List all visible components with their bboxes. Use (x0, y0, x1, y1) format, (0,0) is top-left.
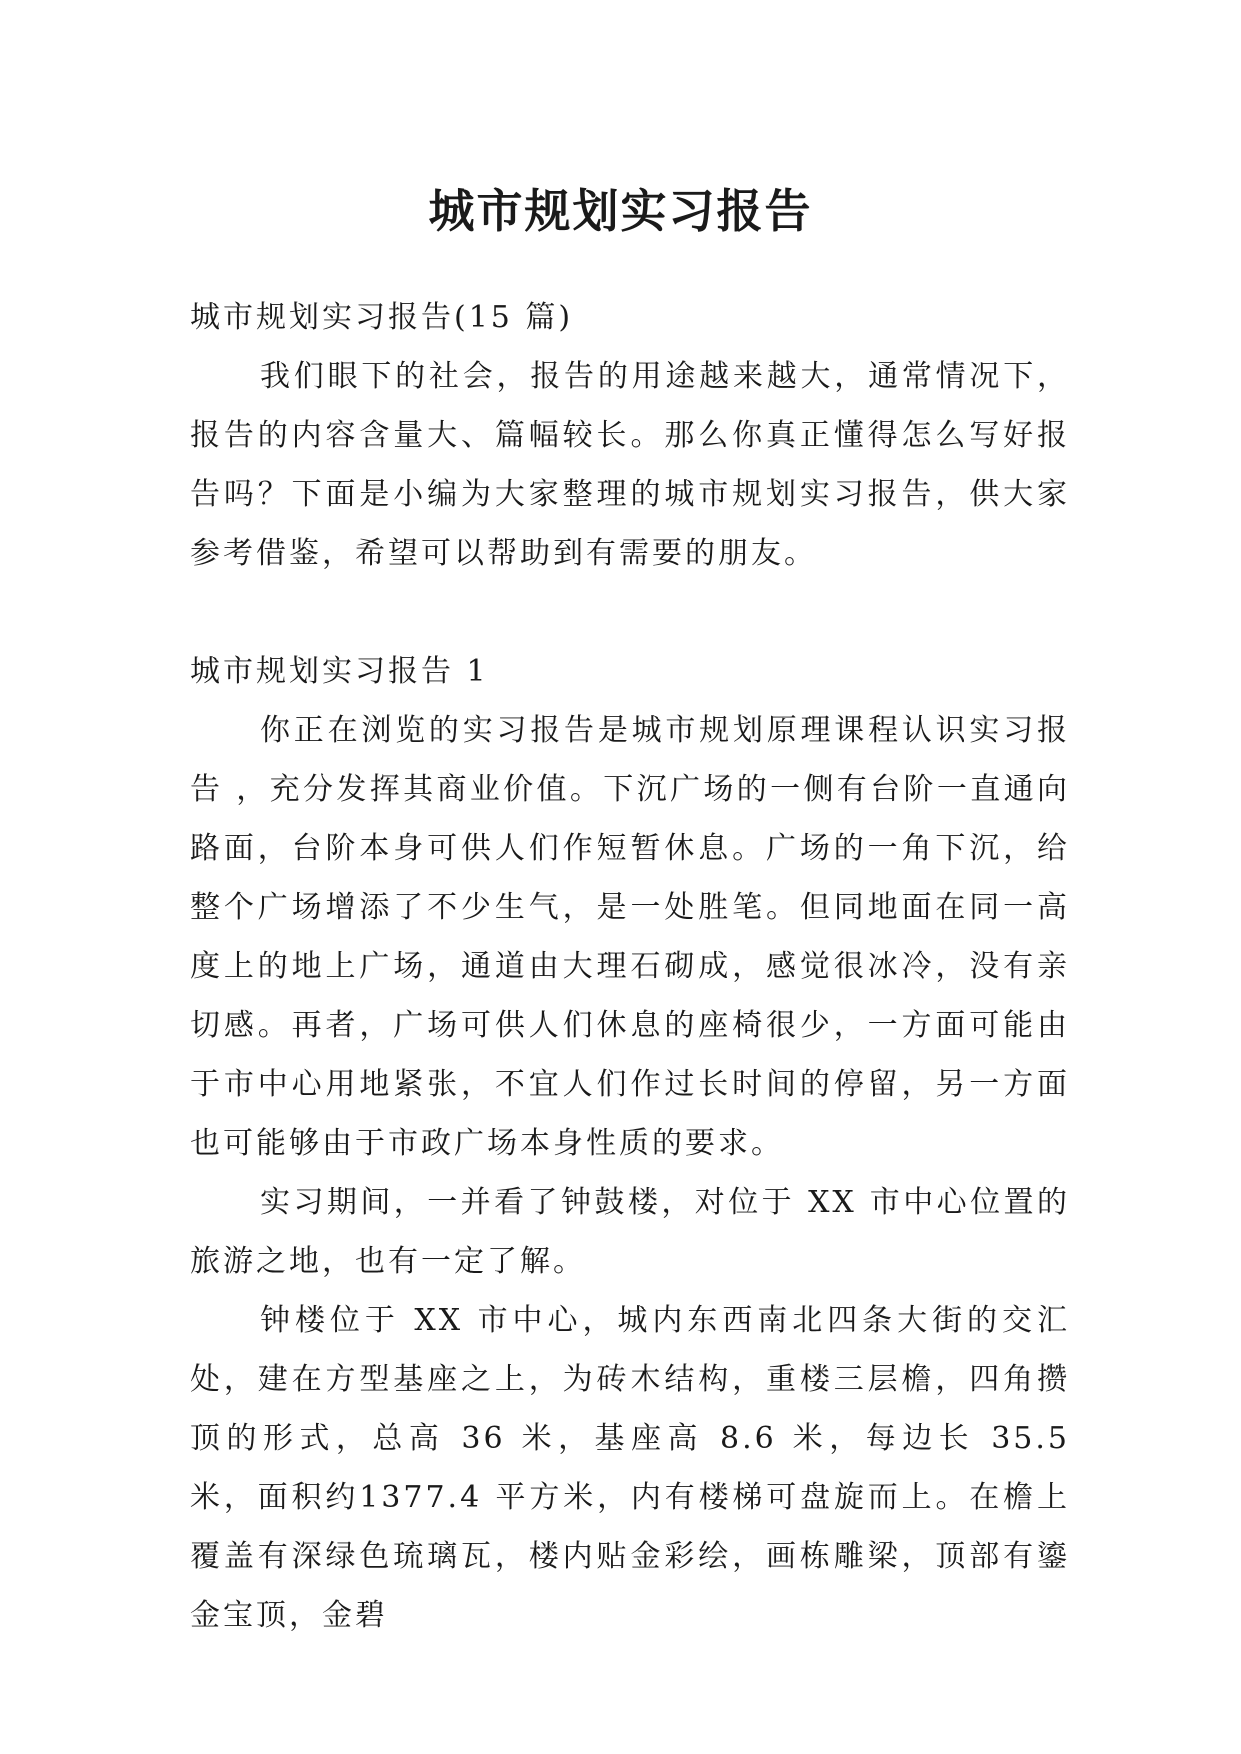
section-heading: 城市规划实习报告 1 (190, 654, 489, 689)
intro-paragraph: 我们眼下的社会，报告的用途越来越大，通常情况下，报告的内容含量大、篇幅较长。那么你真正懂得怎么写好报告吗？下面是小编为大家整理的城市规划实习报告，供大家参考借鉴，希望可以帮助到有需要的朋友。 (190, 359, 1070, 571)
document-subtitle: 城市规划实习报告(15 篇) (190, 300, 574, 335)
document-body (190, 288, 1070, 1645)
document-title: 城市规划实习报告 (428, 183, 813, 238)
body-paragraph: 你正在浏览的实习报告是城市规划原理课程认识实习报告 ，充分发挥其商业价值。下沉广场的一侧有台阶一直通向路面，台阶本身可供人们作短暂休息。广场的一角下沉，给整个广场增添了不少生气，是一处胜笔。但同地面在同一高度上的地上广场，通道由大理石砌成，感觉很冰冷，没有亲切感。再者，广场可供人们休息的座椅很少，一方面可能由于市中心用地紧张，不宜人们作过长时间的停留，另一方面也可能够由于市政广场本身性质的要求。 (190, 713, 1070, 1161)
body-paragraph: 钟楼位于 XX 市中心，城内东西南北四条大街的交汇处，建在方型基座之上，为砖木结构，重楼三层檐，四角攒顶的形式，总高 36 米，基座高 8.6 米，每边长 35.5 米，面积约1377.4 平方米，内有楼梯可盘旋而上。在檐上覆盖有深绿色琉璃瓦，楼内贴金彩绘，画栋雕梁，顶部有鎏金宝顶，金碧 (190, 1303, 1070, 1633)
body-paragraph: 实习期间，一并看了钟鼓楼，对位于 XX 市中心位置的旅游之地，也有一定了解。 (190, 1185, 1070, 1279)
